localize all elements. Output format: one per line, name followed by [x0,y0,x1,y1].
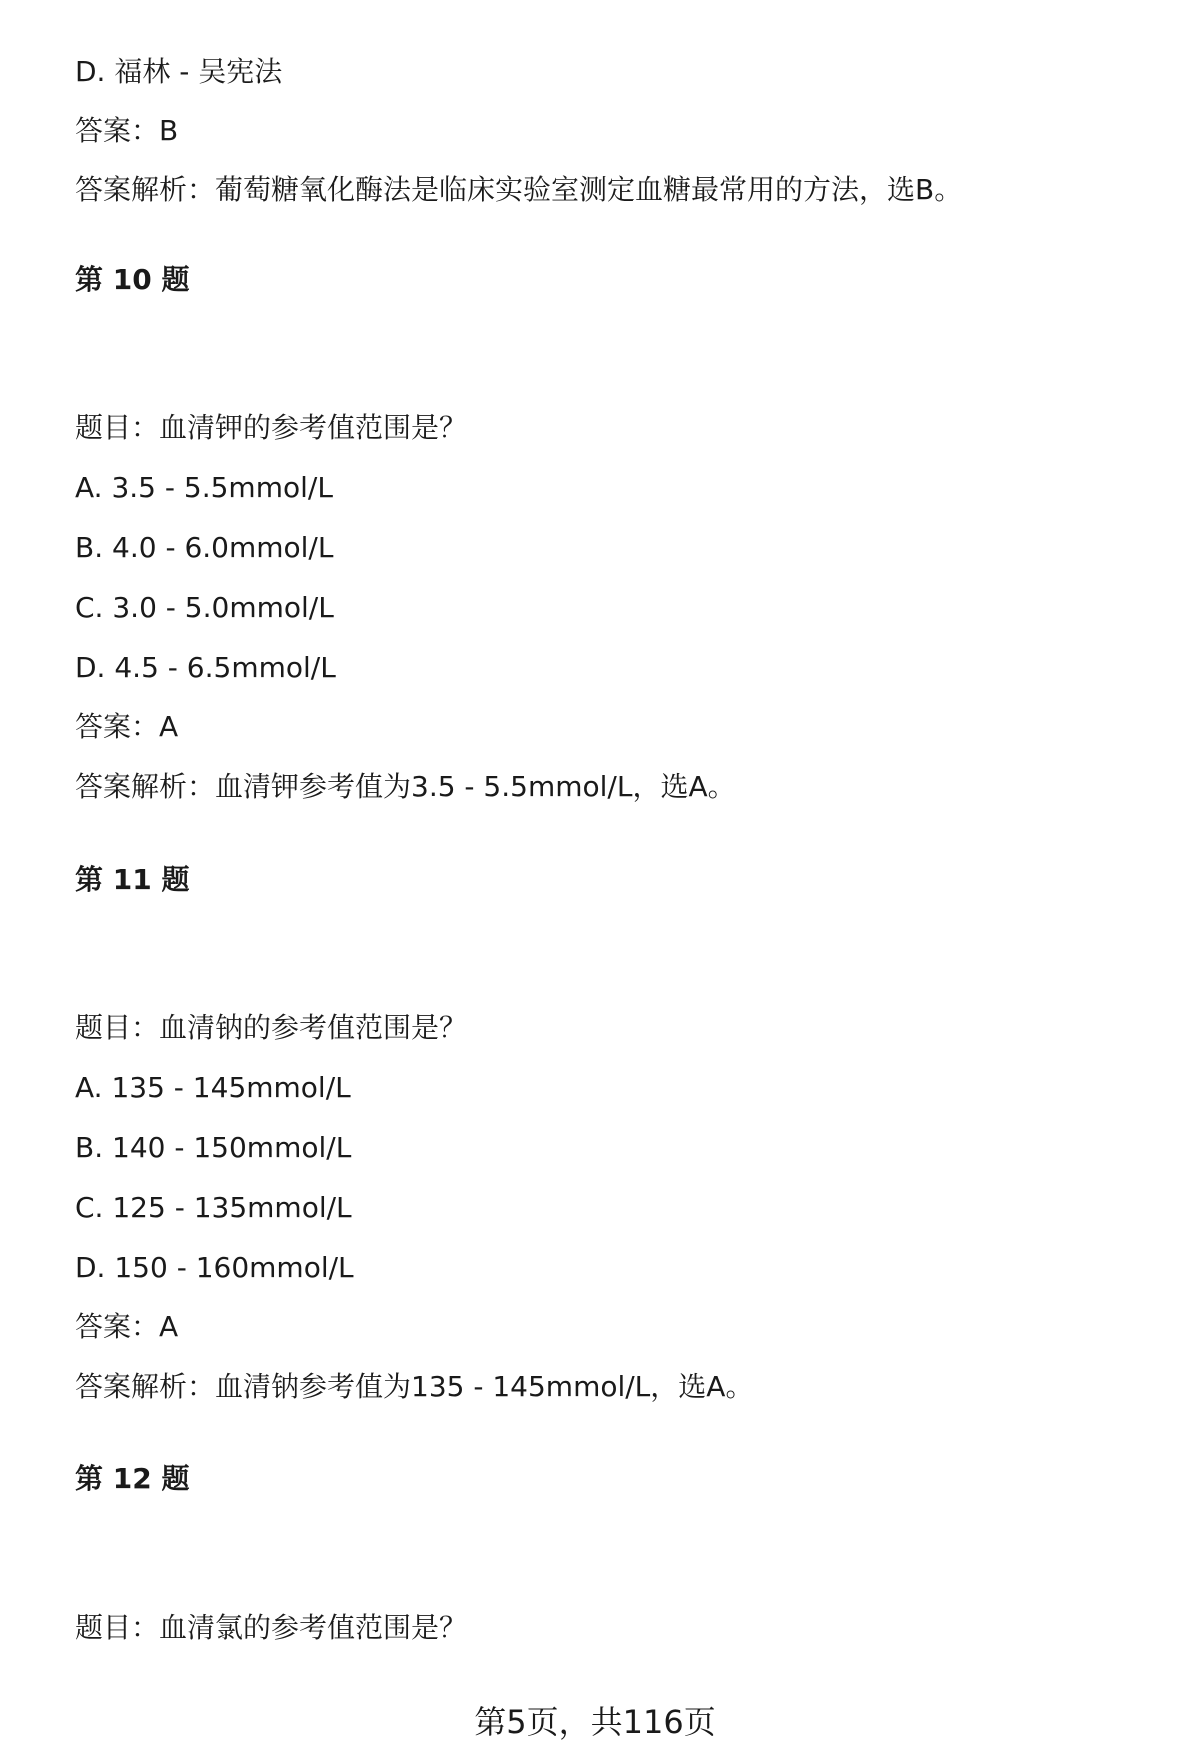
option-d: D. 福林 - 吴宪法 [75,55,283,88]
question-heading-12: 第 12 题 [75,1462,190,1495]
option-a: A. 135 - 145mmol/L [75,1071,351,1104]
option-c: C. 3.0 - 5.0mmol/L [75,591,334,624]
option-d: D. 4.5 - 6.5mmol/L [75,651,336,684]
answer: 答案：A [75,710,179,743]
question-heading-10: 第 10 题 [75,263,190,296]
option-a: A. 3.5 - 5.5mmol/L [75,471,333,504]
option-b: B. 140 - 150mmol/L [75,1131,352,1164]
answer-explanation: 答案解析：血清钾参考值为3.5 - 5.5mmol/L，选A。 [75,770,736,803]
option-d: D. 150 - 160mmol/L [75,1251,354,1284]
answer-explanation: 答案解析：葡萄糖氧化酶法是临床实验室测定血糖最常用的方法，选B。 [75,173,963,206]
question-heading-11: 第 11 题 [75,863,190,896]
option-b: B. 4.0 - 6.0mmol/L [75,531,334,564]
answer-explanation: 答案解析：血清钠参考值为135 - 145mmol/L，选A。 [75,1370,754,1403]
question-stem: 题目：血清钠的参考值范围是？ [75,1011,468,1044]
question-stem: 题目：血清氯的参考值范围是？ [75,1611,468,1644]
page-number-footer: 第5页，共116页 [474,1703,716,1741]
option-c: C. 125 - 135mmol/L [75,1191,352,1224]
answer: 答案：A [75,1310,179,1343]
question-stem: 题目：血清钾的参考值范围是？ [75,411,468,444]
answer: 答案：B [75,114,179,147]
